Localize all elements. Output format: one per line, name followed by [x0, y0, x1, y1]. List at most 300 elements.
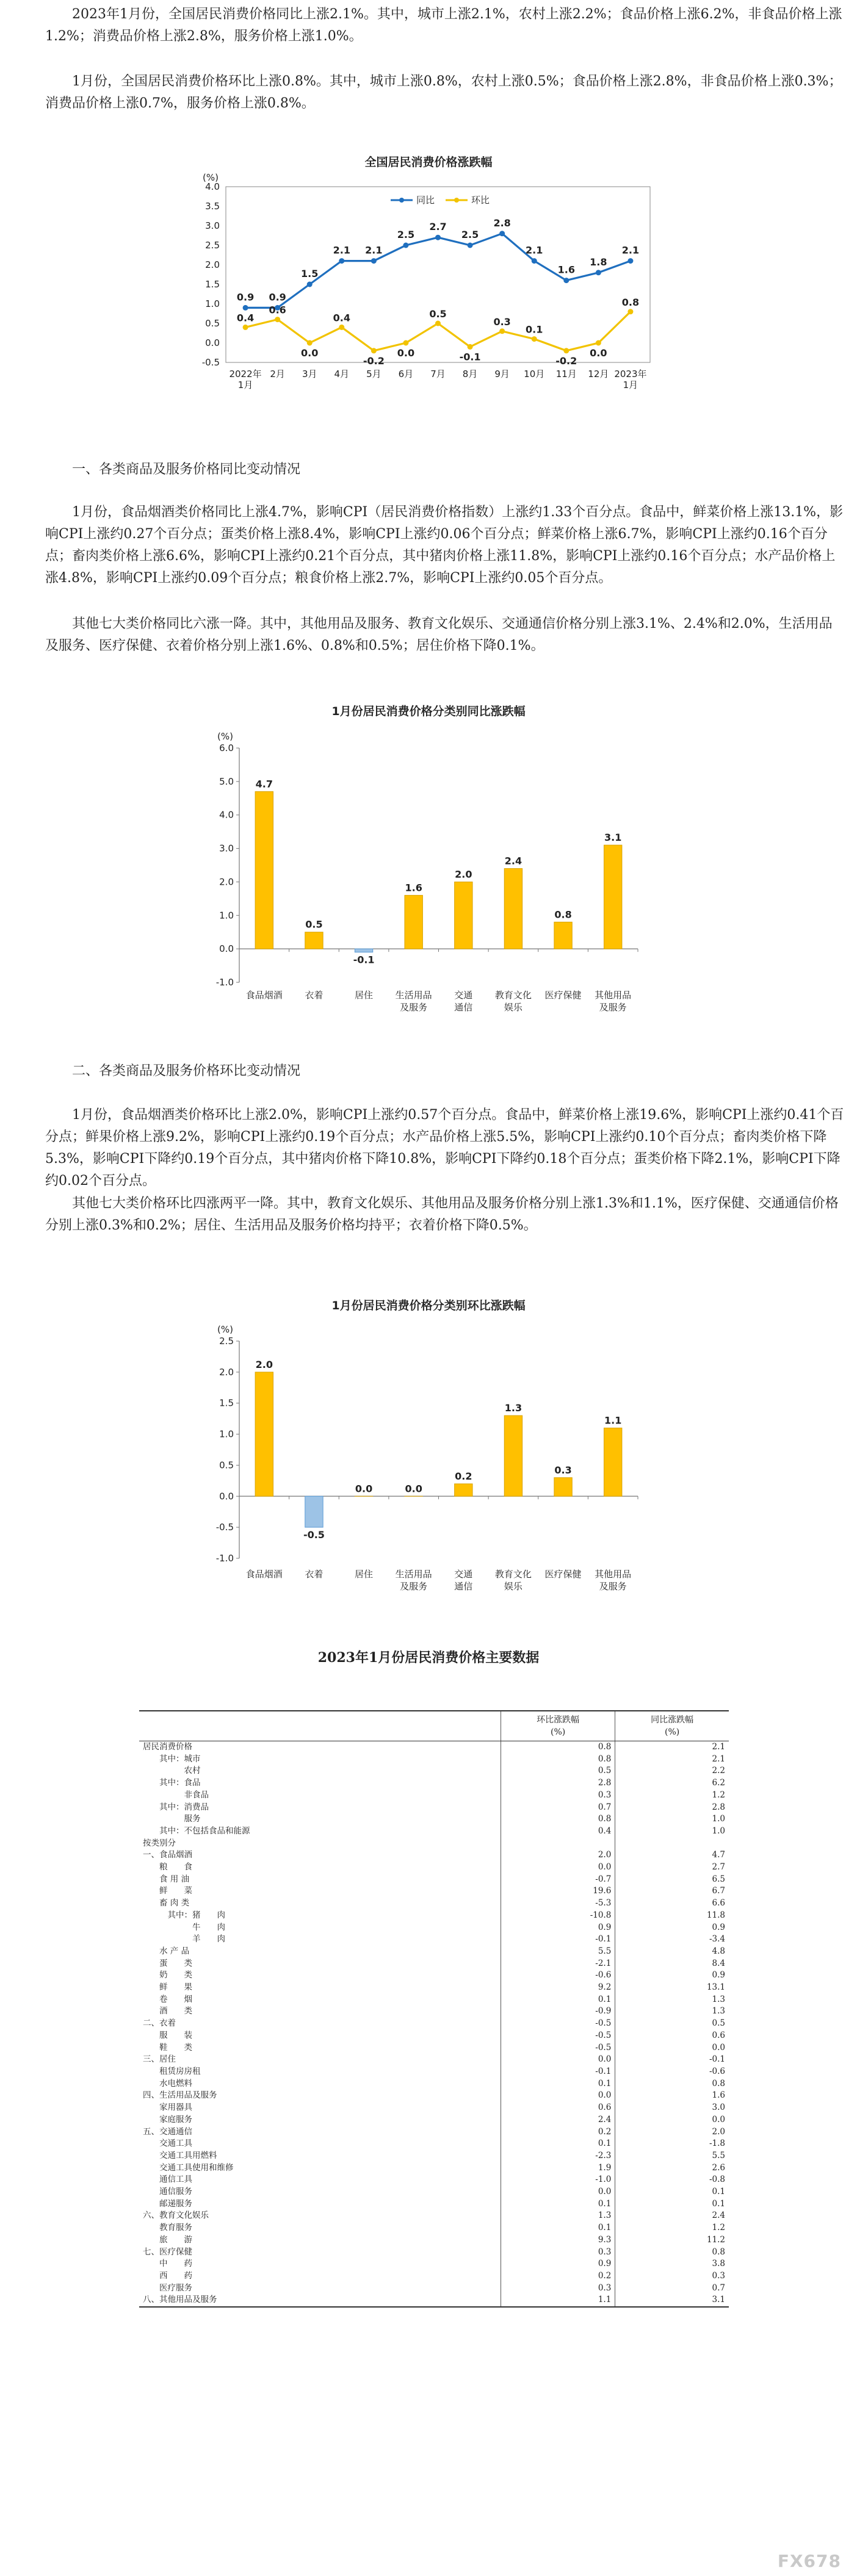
data-point [532, 258, 537, 264]
table-row [139, 1885, 729, 1898]
x-tick-label: 4月 [334, 369, 350, 380]
table-cell-mom: 0.0 [501, 2054, 615, 2066]
table-cell-yoy: 3.1 [615, 2294, 729, 2307]
table-cell-item: 二、衣着 [143, 2018, 176, 2029]
x-tick-label: 衣着 [305, 990, 324, 1001]
table-cell-yoy: 0.9 [615, 1922, 729, 1934]
x-tick-label: 其他用品 [595, 990, 632, 1001]
bar [305, 1496, 323, 1527]
bar [604, 845, 621, 949]
data-label: -0.1 [459, 351, 481, 363]
table-cell-yoy: 2.0 [615, 2126, 729, 2139]
table-cell-mom: -0.1 [501, 1934, 615, 1946]
table-row [139, 2234, 729, 2247]
data-label: -0.2 [363, 354, 385, 367]
data-label: 0.8 [621, 296, 640, 308]
x-tick-label: 生活用品 [395, 1569, 432, 1580]
data-label: 1.6 [557, 264, 575, 276]
table-row [139, 2283, 729, 2295]
table-cell-mom: -0.6 [501, 1970, 615, 1982]
table-row [139, 1910, 729, 1922]
table-cell-mom: 0.0 [501, 2186, 615, 2198]
table-cell-item: 鲜 果 [143, 1982, 192, 1993]
table-cell-item: 奶 类 [143, 1970, 192, 1981]
table-cell-yoy: 6.6 [615, 1898, 729, 1910]
x-tick-label: 交通 [454, 990, 473, 1001]
table-cell-yoy: 5.5 [615, 2150, 729, 2162]
table-cell-item: 通信工具 [143, 2175, 192, 2185]
table-cell-yoy: 3.0 [615, 2102, 729, 2114]
y-tick-label: 2.0 [205, 259, 220, 270]
table-row [139, 2018, 729, 2030]
data-point [307, 340, 313, 346]
table-cell-yoy: 1.3 [615, 1994, 729, 2006]
data-point [339, 258, 344, 264]
table-cell-item: 四、生活用品及服务 [143, 2090, 217, 2101]
table-row [139, 2294, 729, 2307]
data-point [596, 270, 601, 275]
table-cell-yoy: -3.4 [615, 1934, 729, 1946]
bar [604, 1428, 621, 1496]
table-cell-yoy: 2.6 [615, 2162, 729, 2175]
y-tick-label: 2.5 [205, 240, 220, 251]
section-heading-mom: 二、各类商品及服务价格环比变动情况 [72, 1063, 301, 1079]
paragraph-yoy-other: 其他七大类价格同比六涨一降。其中，其他用品及服务、教育文化娱乐、交通通信价格分别上涨3.1%、2.4%和2.0%，生活用品及服务、医疗保健、衣着价格分别上涨1.6%、0.8%和0.5%；居住价格下降0.1%。 [45, 616, 833, 653]
table-cell-item: 粮 食 [143, 1862, 192, 1873]
x-tick-label: 食品烟酒 [245, 1569, 283, 1580]
table-row [139, 1765, 729, 1777]
table-header-item [139, 1711, 501, 1741]
table-row [139, 1982, 729, 1994]
table-row [139, 2138, 729, 2150]
bar [554, 1478, 572, 1497]
table-cell-item: 七、医疗保健 [143, 2247, 192, 2257]
cpi-data-table [139, 1710, 729, 2308]
table-row [139, 2222, 729, 2234]
table-cell-item: 食 用 油 [143, 1874, 190, 1884]
table-cell-mom: 0.9 [501, 1922, 615, 1934]
data-label: 0.8 [554, 908, 572, 921]
table-row [139, 2270, 729, 2283]
table-row [139, 1994, 729, 2006]
data-label: -0.1 [353, 954, 375, 966]
table-cell-item: 其中：不包括食品和能源 [143, 1826, 250, 1836]
bar [305, 932, 323, 949]
table-cell-item: 八、其他用品及服务 [139, 2294, 501, 2307]
x-tick-label: 7月 [430, 369, 446, 380]
table-row [139, 2186, 729, 2198]
table-cell-yoy: 2.1 [615, 1741, 729, 1754]
data-label: 2.1 [526, 244, 543, 256]
table-cell-mom: 0.6 [501, 2102, 615, 2114]
table-cell-item: 服务 [143, 1814, 201, 1824]
table-cell-item: 其中：猪 肉 [143, 1910, 225, 1920]
bar [405, 895, 422, 949]
data-label: 2.1 [365, 244, 383, 256]
y-tick-label: -0.5 [201, 357, 220, 368]
x-tick-label: 其他用品 [595, 1569, 632, 1580]
data-label: 2.1 [333, 244, 350, 256]
table-row [139, 1958, 729, 1970]
x-tick-label: 及服务 [400, 1002, 428, 1013]
data-label: 0.5 [305, 918, 323, 930]
data-point [403, 243, 408, 248]
data-point [403, 340, 408, 346]
bar [504, 1416, 522, 1496]
y-tick-label: 2.0 [219, 1366, 234, 1378]
table-row [139, 2210, 729, 2222]
table-cell-mom: -1.0 [501, 2174, 615, 2186]
table-cell-yoy: 2.1 [615, 1754, 729, 1766]
table-cell-item: 卷 烟 [143, 1994, 192, 2004]
table-cell-yoy: 4.8 [615, 1946, 729, 1958]
table-cell-yoy: 1.6 [615, 2090, 729, 2102]
table-row [139, 1922, 729, 1934]
table-cell-yoy: 6.5 [615, 1874, 729, 1886]
data-point [371, 258, 377, 264]
table-row [139, 2030, 729, 2042]
table-cell-mom: 0.3 [501, 2283, 615, 2295]
table-cell-item: 非食品 [143, 1790, 209, 1800]
data-label: 1.3 [504, 1402, 523, 1414]
table-cell-mom: 2.0 [501, 1849, 615, 1862]
data-label: 2.5 [461, 229, 479, 240]
data-label: 2.5 [397, 229, 415, 240]
bar [554, 922, 572, 949]
data-point [468, 243, 473, 248]
table-cell-mom: 2.4 [501, 2114, 615, 2126]
x-tick-label: 及服务 [599, 1581, 627, 1592]
table-cell-yoy: 0.0 [615, 2114, 729, 2126]
table-cell-mom: -0.5 [501, 2030, 615, 2042]
y-tick-label: -1.0 [215, 977, 234, 988]
table-cell-mom: -10.8 [501, 1910, 615, 1922]
y-tick-label: 4.0 [205, 181, 220, 192]
legend-marker [454, 198, 459, 203]
table-cell-yoy: 11.8 [615, 1910, 729, 1922]
table-cell-yoy: -0.6 [615, 2066, 729, 2078]
y-tick-label: -0.5 [215, 1522, 234, 1533]
data-label: 2.4 [504, 855, 523, 867]
data-point [435, 235, 441, 240]
data-point [563, 278, 569, 283]
chart-category-yoy [0, 702, 857, 1025]
data-point [563, 348, 569, 353]
table-cell-yoy: 11.2 [615, 2234, 729, 2247]
bar [504, 868, 522, 949]
y-tick-label: 3.0 [219, 843, 234, 854]
x-tick-label: 生活用品 [395, 990, 432, 1001]
table-cell-mom: 19.6 [501, 1885, 615, 1898]
table-cell-mom: -5.3 [501, 1898, 615, 1910]
table-cell-yoy: 0.5 [615, 2018, 729, 2030]
table-title: 2023年1月份居民消费价格主要数据 [317, 1650, 540, 1666]
table-cell-mom: -0.7 [501, 1874, 615, 1886]
table-cell-item: 水 产 品 [143, 1946, 190, 1956]
y-tick-label: 3.0 [205, 220, 220, 231]
table-cell-item: 鞋 类 [143, 2042, 192, 2053]
data-label: -0.2 [555, 354, 577, 367]
table-cell-mom: 1.3 [501, 2210, 615, 2222]
data-label: 0.1 [526, 323, 543, 336]
table-cell-yoy: 3.8 [615, 2258, 729, 2270]
table-cell-mom: 0.0 [501, 2090, 615, 2102]
x-tick-label: 8月 [462, 369, 478, 380]
table-cell-yoy: -0.8 [615, 2174, 729, 2186]
x-tick-label: 教育文化 [494, 1569, 532, 1580]
table-cell-yoy: 6.7 [615, 1885, 729, 1898]
table-cell-item: 五、交通通信 [143, 2126, 192, 2137]
table-cell-item: 通信服务 [143, 2187, 192, 2197]
y-tick-label: 0.0 [205, 337, 220, 348]
table-cell-item: 交通工具 [143, 2139, 192, 2149]
y-axis-unit: (%) [203, 172, 219, 183]
x-tick-label: 9月 [494, 369, 510, 380]
table-row [139, 2198, 729, 2211]
table-row [139, 1898, 729, 1910]
bar [255, 1372, 273, 1496]
paragraph-mom-food: 1月份，食品烟酒类价格环比上涨2.0%，影响CPI上涨约0.57个百分点。食品中，鲜菜价格上涨19.6%，影响CPI上涨约0.41个百分点；鲜果价格上涨9.2%，影响CPI上涨约0.19个百分点；水产品价格上涨5.5%，影响CPI上涨约0.10个百分点；畜肉类价格下降5.3%，影响CPI下降约0.19个百分点，其中猪肉价格下降10.8%，影响CPI下降约0.18个百分点；蛋类价格下降2.1%，影响CPI下降约0.02个百分点。 [45, 1107, 844, 1189]
bar [355, 949, 372, 952]
data-label: 0.5 [429, 308, 447, 320]
table-cell-yoy: 8.4 [615, 1958, 729, 1970]
table-cell-mom: 0.1 [501, 2078, 615, 2090]
table-cell-item: 西 药 [143, 2270, 192, 2281]
table-cell-yoy: 0.1 [615, 2198, 729, 2211]
table-cell-mom: 0.5 [501, 1765, 615, 1777]
paragraph-intro-yoy: 2023年1月份，全国居民消费价格同比上涨2.1%。其中，城市上涨2.1%，农村上涨2.2%；食品价格上涨6.2%，非食品价格上涨1.2%；消费品价格上涨2.8%，服务价格上涨1.0%。 [45, 7, 842, 44]
table-cell-item: 家用器具 [143, 2103, 192, 2113]
bar [455, 882, 472, 949]
x-tick-label: 通信 [454, 1002, 473, 1013]
y-tick-label: 1.0 [205, 298, 220, 309]
y-tick-label: 1.0 [219, 1428, 234, 1440]
x-tick-label: 5月 [366, 369, 381, 380]
table-cell-yoy: 0.8 [615, 2247, 729, 2259]
table-cell-mom: 0.3 [501, 2247, 615, 2259]
x-tick-label: 居住 [355, 990, 374, 1001]
table-cell-mom: 0.2 [501, 2270, 615, 2283]
data-point [627, 309, 633, 314]
data-label: 2.8 [493, 217, 511, 229]
table-cell-mom: -0.5 [501, 2018, 615, 2030]
table-row [139, 2042, 729, 2054]
x-tick-label: 交通 [454, 1569, 473, 1580]
table-cell-mom: -0.5 [501, 2042, 615, 2054]
table-row [139, 2090, 729, 2102]
data-label: 0.9 [236, 291, 255, 303]
x-tick-label: 1月 [623, 380, 638, 390]
data-label: 4.7 [255, 778, 273, 790]
x-tick-label: 1月 [237, 380, 253, 390]
x-tick-label: 娱乐 [504, 1002, 523, 1013]
table-row [139, 2258, 729, 2270]
data-point [307, 282, 313, 287]
table-cell-yoy: 1.2 [615, 1790, 729, 1802]
y-tick-label: 4.0 [219, 809, 234, 821]
table-cell-mom: 0.0 [501, 1862, 615, 1874]
table-cell-yoy: -1.8 [615, 2138, 729, 2150]
data-point [275, 317, 280, 322]
table-cell-item: 中 药 [143, 2259, 192, 2269]
y-tick-label: 0.0 [219, 1491, 234, 1502]
x-tick-label: 12月 [588, 369, 609, 380]
table-cell-yoy: 2.2 [615, 1765, 729, 1777]
table-cell-mom: 2.8 [501, 1777, 615, 1790]
table-row [139, 1838, 729, 1850]
table-cell-mom: 0.7 [501, 1802, 615, 1814]
data-label: 0.6 [269, 304, 286, 316]
data-label: 3.1 [604, 832, 622, 844]
table-cell-item: 教育服务 [143, 2223, 192, 2233]
table-cell-mom: 0.4 [501, 1826, 615, 1838]
table-cell-mom: 1.1 [501, 2294, 615, 2307]
x-tick-label: 2月 [270, 369, 285, 380]
table-cell-item: 三、居住 [143, 2054, 176, 2065]
table-cell-mom: -0.9 [501, 2006, 615, 2018]
table-cell-yoy: 0.0 [615, 2042, 729, 2054]
table-row [139, 1813, 729, 1826]
data-point [532, 336, 537, 342]
chart-cpi-trend [0, 149, 857, 436]
table-row [139, 1849, 729, 1862]
data-point [499, 231, 505, 236]
data-label: 1.5 [301, 268, 319, 279]
x-tick-label: 医疗保健 [544, 1569, 582, 1580]
data-point [243, 325, 248, 330]
data-label: 0.0 [405, 1483, 422, 1495]
bar [255, 791, 273, 949]
table-cell-item: 酒 类 [143, 2006, 192, 2017]
data-label: 0.0 [355, 1483, 373, 1495]
table-cell-item: 交通工具用燃料 [143, 2150, 217, 2160]
table-cell-item: 其中：城市 [143, 1754, 201, 1764]
table-row [139, 2150, 729, 2162]
table-row [139, 1777, 729, 1790]
chart-title: 全国居民消费价格涨跌幅 [364, 156, 493, 169]
table-cell-item: 畜 肉 类 [143, 1898, 190, 1909]
data-label: 0.2 [455, 1470, 472, 1482]
table-cell-item: 邮递服务 [143, 2198, 192, 2209]
data-point [243, 305, 248, 311]
y-tick-label: 1.0 [219, 910, 234, 921]
data-label: 2.1 [621, 244, 640, 256]
x-tick-label: 通信 [454, 1581, 473, 1592]
data-point [499, 328, 505, 334]
table-row [139, 1790, 729, 1802]
y-tick-label: 0.0 [219, 943, 234, 955]
table-cell-yoy: 6.2 [615, 1777, 729, 1790]
chart-category-mom [0, 1287, 857, 1599]
data-label: 1.1 [604, 1414, 622, 1427]
y-tick-label: 1.5 [219, 1397, 234, 1409]
legend-label: 同比 [416, 195, 435, 206]
y-tick-label: 0.5 [205, 318, 220, 329]
table-row [139, 1946, 729, 1958]
x-tick-label: 娱乐 [504, 1581, 523, 1592]
x-tick-label: 食品烟酒 [245, 990, 283, 1001]
table-row [139, 2247, 729, 2259]
data-label: 0.4 [236, 312, 255, 324]
x-tick-label: 3月 [302, 369, 317, 380]
table-cell-item: 一、食品烟酒 [143, 1850, 192, 1860]
table-cell-yoy: -0.1 [615, 2054, 729, 2066]
table-cell-mom: 0.8 [501, 1754, 615, 1766]
table-row [139, 2054, 729, 2066]
table-cell-mom: 0.8 [501, 1813, 615, 1826]
legend-label: 环比 [471, 195, 490, 206]
data-point [596, 340, 601, 346]
table-cell-mom [501, 1838, 615, 1850]
table-row [139, 2126, 729, 2139]
table-cell-item: 其中：食品 [143, 1778, 201, 1788]
data-label: 0.3 [493, 315, 511, 328]
table-cell-mom: 1.9 [501, 2162, 615, 2175]
table-row [139, 1754, 729, 1766]
table-cell-yoy: 2.4 [615, 2210, 729, 2222]
table-cell-item: 家庭服务 [143, 2114, 192, 2124]
table-cell-yoy: 0.1 [615, 2186, 729, 2198]
table-cell-mom: 0.1 [501, 2138, 615, 2150]
table-cell-yoy: 1.3 [615, 2006, 729, 2018]
table-cell-mom: 0.1 [501, 1994, 615, 2006]
data-label: 0.0 [301, 347, 319, 359]
table-cell-mom: 0.1 [501, 2222, 615, 2234]
table-cell-item: 旅 游 [143, 2234, 192, 2245]
data-label: 1.6 [405, 882, 422, 894]
y-tick-label: 2.0 [219, 876, 234, 888]
table-cell-item: 交通工具使用和维修 [143, 2162, 234, 2173]
x-tick-label: 及服务 [400, 1581, 428, 1592]
table-cell-mom: 0.2 [501, 2126, 615, 2139]
table-row [139, 2102, 729, 2114]
table-header-mom: 环比涨跌幅 (%) [501, 1711, 615, 1741]
table-cell-mom: 0.9 [501, 2258, 615, 2270]
bar [455, 1484, 472, 1496]
table-row [139, 2066, 729, 2078]
data-point [371, 348, 377, 353]
y-axis-unit: (%) [217, 1324, 233, 1335]
table-cell-yoy: 13.1 [615, 1982, 729, 1994]
data-label: 0.3 [554, 1464, 572, 1476]
table-row [139, 2174, 729, 2186]
table-cell-mom: -0.1 [501, 2066, 615, 2078]
x-tick-label: 2023年 [614, 369, 647, 380]
table-row [139, 1862, 729, 1874]
chart-title: 1月份居民消费价格分类别同比涨跌幅 [331, 705, 526, 718]
x-tick-label: 教育文化 [494, 990, 532, 1001]
y-axis-unit: (%) [217, 731, 233, 742]
table-cell-mom: 0.8 [501, 1741, 615, 1754]
table-cell-item: 牛 肉 [143, 1922, 225, 1932]
table-cell-item: 服 装 [143, 2030, 192, 2040]
section-heading-yoy: 一、各类商品及服务价格同比变动情况 [72, 462, 301, 477]
table-row [139, 1874, 729, 1886]
table-cell-item: 租赁房房租 [143, 2066, 201, 2076]
table-cell-mom: -2.1 [501, 1958, 615, 1970]
data-label: 0.0 [590, 347, 607, 359]
legend-marker [399, 198, 404, 203]
x-tick-label: 10月 [524, 369, 545, 380]
table-cell-yoy: 0.9 [615, 1970, 729, 1982]
y-tick-label: 5.0 [219, 775, 234, 787]
paragraph-intro-mom: 1月份，全国居民消费价格环比上涨0.8%。其中，城市上涨0.8%，农村上涨0.5%；食品价格上涨2.8%，非食品价格上涨0.3%；消费品价格上涨0.7%，服务价格上涨0.8%。 [45, 74, 842, 111]
table-cell-yoy [615, 1838, 729, 1850]
table-cell-item: 其中：消费品 [143, 1802, 209, 1812]
x-tick-label: 医疗保健 [544, 990, 582, 1001]
table-row [139, 2114, 729, 2126]
x-tick-label: 衣着 [305, 1569, 324, 1580]
